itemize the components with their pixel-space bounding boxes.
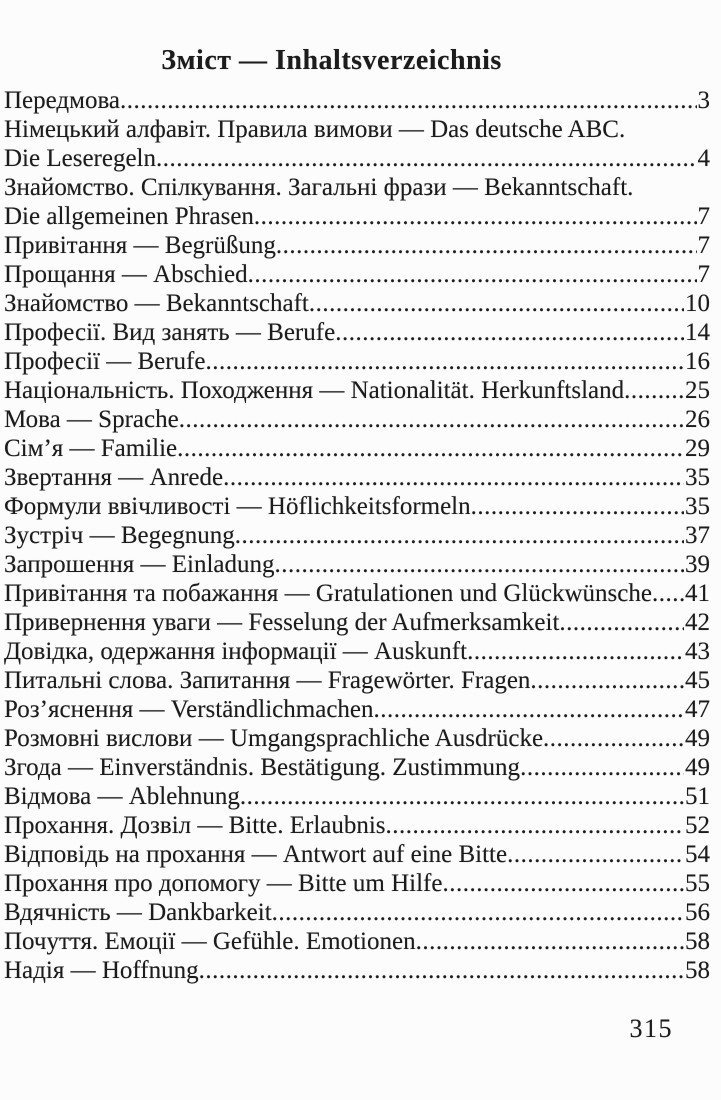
toc-entry — [4, 927, 710, 956]
toc-entry — [4, 521, 710, 550]
toc-entry-label: Німецький алфавіт. Правила вимови — Das deutsche ABC. — [4, 116, 626, 143]
toc-entry-page: 35 — [685, 493, 710, 520]
dot-leader — [272, 898, 684, 927]
toc-entry-page: 35 — [685, 464, 710, 491]
dot-leader — [254, 202, 697, 231]
toc-entry — [4, 608, 710, 637]
toc-entry — [4, 376, 710, 405]
dot-leader — [520, 753, 684, 782]
toc-entry-page: 43 — [685, 638, 710, 665]
toc-entry-label: Die allgemeinen Phrasen — [4, 203, 254, 230]
toc-entry-page: 42 — [685, 609, 710, 636]
toc-entry — [4, 753, 710, 782]
dot-leader — [177, 434, 684, 463]
toc-entry-page: 3 — [697, 87, 710, 114]
dot-leader — [386, 811, 684, 840]
toc-entry-label: Вдячність — Dankbarkeit — [4, 899, 272, 926]
toc-entry — [4, 318, 710, 347]
dot-leader — [248, 260, 697, 289]
toc-entry-page: 45 — [685, 667, 710, 694]
toc-entry — [4, 782, 710, 811]
toc-entry-page: 16 — [685, 348, 710, 375]
dot-leader — [179, 405, 684, 434]
toc-entry-page: 39 — [685, 551, 710, 578]
toc-entry-label: Роз’яснення — Verständlichmachen — [4, 696, 374, 723]
dot-leader — [471, 492, 684, 521]
dot-leader — [624, 376, 684, 405]
toc-entry-label: Відмова — Ablehnung — [4, 783, 240, 810]
toc-entry — [4, 202, 710, 231]
toc-entry-label: Прохання. Дозвіл — Bitte. Erlaubnis — [4, 812, 386, 839]
dot-leader — [507, 840, 684, 869]
dot-leader — [235, 521, 684, 550]
toc-entry-label: Довідка, одержання інформації — Auskunft — [4, 638, 468, 665]
toc-entry — [4, 231, 710, 260]
toc-entry — [4, 260, 710, 289]
toc-entry-label: Die Leseregeln — [4, 145, 157, 172]
toc-entry-label: Прощання — Abschied — [4, 261, 248, 288]
dot-leader — [559, 608, 684, 637]
toc-entry-label: Мова — Sprache — [4, 406, 179, 433]
toc-entry-label: Професії — Berufe — [4, 348, 206, 375]
dot-leader — [240, 782, 684, 811]
toc-entry — [4, 347, 710, 376]
toc-entry-label: Відповідь на прохання — Antwort auf eine Bitte — [4, 841, 508, 868]
dot-leader — [416, 927, 684, 956]
toc-entry — [4, 144, 710, 173]
toc-entry-label: Привернення уваги — Fesselung der Aufmerksamkeit — [4, 609, 560, 636]
toc-entry-label: Прохання про допомогу — Bitte um Hilfe — [4, 870, 443, 897]
toc-entry-label: Питальні слова. Запитання — Fragewörter. Fragen — [4, 667, 531, 694]
dot-leader — [223, 463, 684, 492]
toc-entry-label: Зустріч — Begegnung — [4, 522, 235, 549]
dot-leader — [335, 318, 684, 347]
dot-leader — [652, 579, 684, 608]
toc-entry-label: Запрошення — Einladung — [4, 551, 275, 578]
dot-leader — [205, 347, 684, 376]
dot-leader — [374, 695, 684, 724]
toc-entry — [4, 463, 710, 492]
dot-leader — [276, 231, 697, 260]
toc-entry-page: 52 — [685, 812, 710, 839]
toc-entry — [4, 637, 710, 666]
table-of-contents — [4, 86, 710, 985]
toc-entry — [4, 550, 710, 579]
toc-entry-page: 54 — [685, 841, 710, 868]
toc-entry-page: 29 — [685, 435, 710, 462]
toc-entry-page: 10 — [685, 290, 710, 317]
toc-entry — [4, 173, 710, 202]
toc-entry-label: Передмова — [4, 87, 121, 114]
dot-leader — [530, 666, 684, 695]
toc-entry-label: Привітання — Begrüßung — [4, 232, 276, 259]
toc-entry-label: Знайомство — Bekanntschaft — [4, 290, 309, 317]
toc-entry — [4, 289, 710, 318]
toc-entry — [4, 579, 710, 608]
toc-entry — [4, 434, 710, 463]
toc-entry-page: 56 — [685, 899, 710, 926]
dot-leader — [543, 724, 684, 753]
page-title: Зміст — Inhaltsverzeichnis — [161, 45, 502, 76]
toc-entry-page: 26 — [685, 406, 710, 433]
dot-leader — [156, 144, 696, 173]
toc-entry-label: Знайомство. Спілкування. Загальні фрази — Bekanntschaft. — [4, 174, 634, 201]
toc-entry — [4, 898, 710, 927]
dot-leader — [442, 869, 684, 898]
toc-entry — [4, 492, 710, 521]
toc-entry-page: 49 — [685, 754, 710, 781]
toc-entry — [4, 956, 710, 985]
toc-entry-label: Звертання — Anrede — [4, 464, 224, 491]
dot-leader — [467, 637, 684, 666]
toc-entry-page: 47 — [685, 696, 710, 723]
toc-entry — [4, 405, 710, 434]
toc-entry — [4, 869, 710, 898]
toc-entry — [4, 115, 710, 144]
toc-entry-page: 7 — [697, 203, 710, 230]
toc-entry — [4, 695, 710, 724]
dot-leader — [120, 86, 696, 115]
toc-entry-label: Розмовні вислови — Umgangsprachliche Ausdrücke — [4, 725, 544, 752]
toc-entry-page: 14 — [685, 319, 710, 346]
toc-entry-label: Формули ввічливості — Höflichkeitsformeln — [4, 493, 471, 520]
toc-entry — [4, 840, 710, 869]
toc-entry — [4, 724, 710, 753]
toc-entry-page: 37 — [685, 522, 710, 549]
toc-entry-page: 58 — [685, 957, 710, 984]
toc-entry-label: Національність. Походження — Nationalität. Herkunftsland — [4, 377, 625, 404]
toc-entry-label: Почуття. Емоції — Gefühle. Emotionen — [4, 928, 416, 955]
toc-entry-page: 25 — [685, 377, 710, 404]
toc-entry-label: Згода — Einverständnis. Bestätigung. Zustimmung — [4, 754, 521, 781]
dot-leader — [309, 289, 684, 318]
toc-entry — [4, 811, 710, 840]
toc-entry-page: 7 — [697, 261, 710, 288]
toc-entry-label: Надія — Hoffnung — [4, 957, 199, 984]
toc-entry-page: 41 — [685, 580, 710, 607]
toc-entry-page: 4 — [697, 145, 710, 172]
toc-entry-label: Сім’я — Familie — [4, 435, 178, 462]
toc-entry-label: Привітання та побажання — Gratulationen und Glückwünsche — [4, 580, 652, 607]
toc-entry-page: 7 — [697, 232, 710, 259]
toc-entry — [4, 666, 710, 695]
toc-entry — [4, 86, 710, 115]
toc-entry-label: Професії. Вид занять — Berufe — [4, 319, 336, 346]
toc-entry-page: 51 — [685, 783, 710, 810]
dot-leader — [275, 550, 684, 579]
dot-leader — [199, 956, 684, 985]
page-number: 315 — [629, 1014, 673, 1043]
toc-entry-page: 55 — [685, 870, 710, 897]
toc-entry-page: 49 — [685, 725, 710, 752]
toc-entry-page: 58 — [685, 928, 710, 955]
